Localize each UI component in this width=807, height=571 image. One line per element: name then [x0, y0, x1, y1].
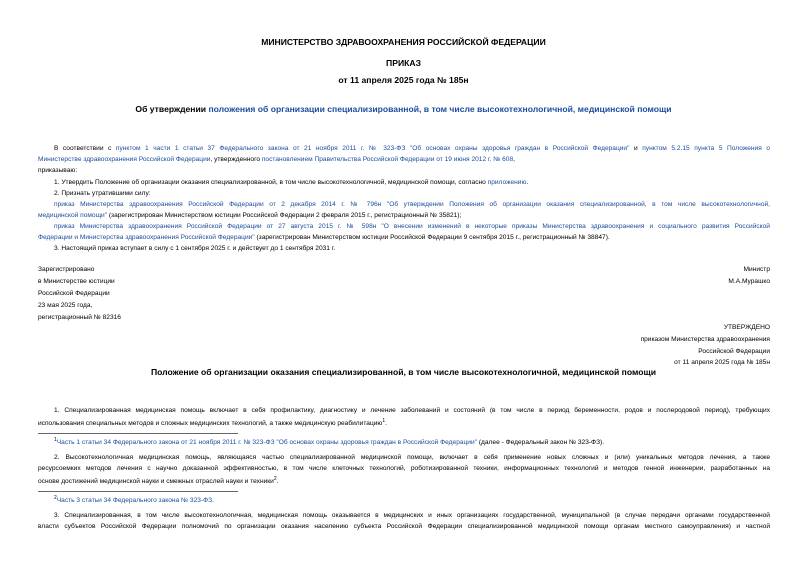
law-link[interactable]: пунктом 1 части 1 статьи 37 Федерального закона от 21 ноября 2011 г. № 323-ФЗ "Об основах охраны здоровья граждан в Российской Федерации": [115, 145, 630, 152]
regulation-p2-line-2: ресурсоемких методов лечения с научно доказанной эффективностью, в том числе клеточных технологий, роботизированной техники, информационных технологий и методов генной инженерии, разработанных на: [38, 465, 770, 472]
footnote-1: [54, 435, 604, 448]
repealed-order-1-link-end[interactable]: медицинской помощи": [38, 212, 108, 219]
regulation-p1-line-1: 1. Специализированная медицинская помощь включает в себя профилактику, диагностику и лечение заболеваний и состояний (в том числе в период беременности, родов и послеродовой период), требующих: [54, 407, 770, 414]
item-1-text: 1. Утвердить Положение об организации оказания специализированной, в том числе высокотехнологичной, медицинской помощи, согласно: [54, 179, 488, 186]
ministry-regulation-link[interactable]: Министерстве здравоохранения Российской Федерации: [38, 156, 211, 163]
footnote-separator: [38, 491, 238, 492]
preamble-text: и: [629, 145, 643, 152]
registration-line: регистрационный № 82316: [38, 314, 121, 321]
approved-line: от 11 апреля 2025 года № 185н: [674, 359, 770, 366]
regulation-p3-line-1: 3. Специализированная, в том числе высокотехнологичная, медицинская помощь оказывается в медицинских и иных организациях государственной, муниципальной (в случае передачи органами государственной: [54, 512, 770, 519]
doc-type-heading: ПРИКАЗ: [386, 58, 421, 68]
government-decree-link[interactable]: постановлением Правительства Российской Федерации от 19 июня 2012 г. № 608: [261, 156, 514, 163]
approved-line: УТВЕРЖДЕНО: [723, 324, 770, 331]
item-3: 3. Настоящий приказ вступает в силу с 1 сентября 2025 г. и действует до 1 сентября 2031 г.: [54, 245, 336, 252]
repealed-order-2-line-1: [54, 221, 770, 232]
preamble-line-2: [38, 154, 515, 165]
repealed-order-2-line-2: [38, 232, 610, 243]
p1-text: .: [385, 420, 387, 428]
appendix-link[interactable]: приложению: [487, 179, 527, 186]
registration-line: 23 мая 2025 года,: [38, 302, 93, 309]
repealed-order-2-registration: (зарегистрирован Министерством юстиции Российской Федерации 9 сентября 2015 г., регистрационный № 38847).: [254, 234, 610, 241]
repealed-order-2-link-end[interactable]: Федерации и Министерства здравоохранения Российской Федерации": [38, 234, 255, 241]
registration-line: Зарегистрировано: [38, 266, 95, 273]
regulation-point-link[interactable]: пунктом 5.2.15 пункта 5 Положения о: [642, 145, 770, 152]
registration-line: Российской Федерации: [38, 290, 110, 297]
order-title-link[interactable]: положения об организации специализированной, в том числе высокотехнологичной, медицинской помощи: [208, 104, 672, 114]
p1-text: использования специальных методов и сложных медицинских технологий, а также медицинскую реабилитацию: [38, 420, 383, 428]
p2-text: основе достижений медицинской науки и смежных отраслей науки и техники: [38, 478, 274, 486]
footnote-1-link[interactable]: Часть 1 статьи 34 Федерального закона от 21 ноября 2011 г. № 323-ФЗ "Об основах охраны здоровья граждан в Российской Федерации": [56, 439, 478, 447]
approved-line: Российской Федерации: [698, 348, 770, 355]
p2-text: .: [276, 478, 279, 486]
regulation-p3-line-2: власти субъектов Российской Федерации полномочий по организации оказания населению субъекта Российской Федерации специализированной медицинской помощи органам местного самоуправления) и частной: [38, 523, 770, 530]
regulation-p2-line-1: 2. Высокотехнологичная медицинская помощь, являющаяся частью специализированной медицинской помощи, включает в себя применение новых сложных и (или) уникальных методов лечения, а также: [54, 454, 770, 461]
preamble-line-1: [54, 143, 770, 154]
item-1-text: .: [526, 179, 529, 186]
preamble-order-word: приказываю:: [38, 167, 78, 174]
repealed-order-2-link[interactable]: приказ Министерства здравоохранения Российской Федерации от 27 августа 2015 г. № 598н "О внесении изменений в некоторые приказы Министерства здравоохранения и социального развития Российской: [54, 223, 770, 230]
signature-name: М.А.Мурашко: [728, 278, 770, 285]
repealed-order-1-link[interactable]: приказ Министерства здравоохранения Российской Федерации от 2 декабря 2014 г. № 796н "Об утверждении Положения об организации оказания специализированной, в том числе высокотехнологичной,: [54, 201, 770, 208]
repealed-order-1-registration: (зарегистрирован Министерством юстиции Российской Федерации 2 февраля 2015 г., регистрационный № 35821);: [107, 212, 462, 219]
preamble-text: , утвержденного: [210, 156, 262, 163]
approved-line: приказом Министерства здравоохранения: [640, 336, 770, 343]
footnote-ref[interactable]: 2: [273, 476, 277, 482]
regulation-p1-line-2: [38, 416, 387, 429]
preamble-text: ,: [513, 156, 515, 163]
footnote-1-text: (далее - Федеральный закон № 323-ФЗ).: [477, 439, 605, 447]
order-date-number: от 11 апреля 2025 года № 185н: [338, 75, 469, 85]
footnote-number: 1: [54, 437, 57, 443]
repealed-order-1-line-2: [38, 210, 461, 221]
preamble-text: В соответствии с: [54, 145, 116, 152]
footnote-2: [54, 493, 214, 506]
item-1: [54, 177, 528, 188]
registration-line: в Министерстве юстиции: [38, 278, 115, 285]
signature-position: Министр: [743, 266, 770, 273]
footnote-ref[interactable]: 1: [382, 418, 386, 424]
footnote-separator: [38, 433, 238, 434]
order-title: [0, 104, 807, 114]
item-2: 2. Признать утратившими силу:: [54, 190, 151, 197]
regulation-title: Положение об организации оказания специализированной, в том числе высокотехнологичной, медицинской помощи: [150, 367, 657, 377]
footnote-number: 2: [54, 495, 57, 501]
order-title-prefix: Об утверждении: [135, 104, 209, 114]
footnote-2-link[interactable]: Часть 3 статьи 34 Федерального закона № 323-ФЗ: [56, 497, 213, 505]
footnote-2-text: .: [212, 497, 214, 505]
ministry-heading: МИНИСТЕРСТВО ЗДРАВООХРАНЕНИЯ РОССИЙСКОЙ ФЕДЕРАЦИИ: [261, 37, 546, 47]
regulation-p2-line-3: [38, 474, 278, 487]
repealed-order-1-line-1: [54, 199, 770, 210]
